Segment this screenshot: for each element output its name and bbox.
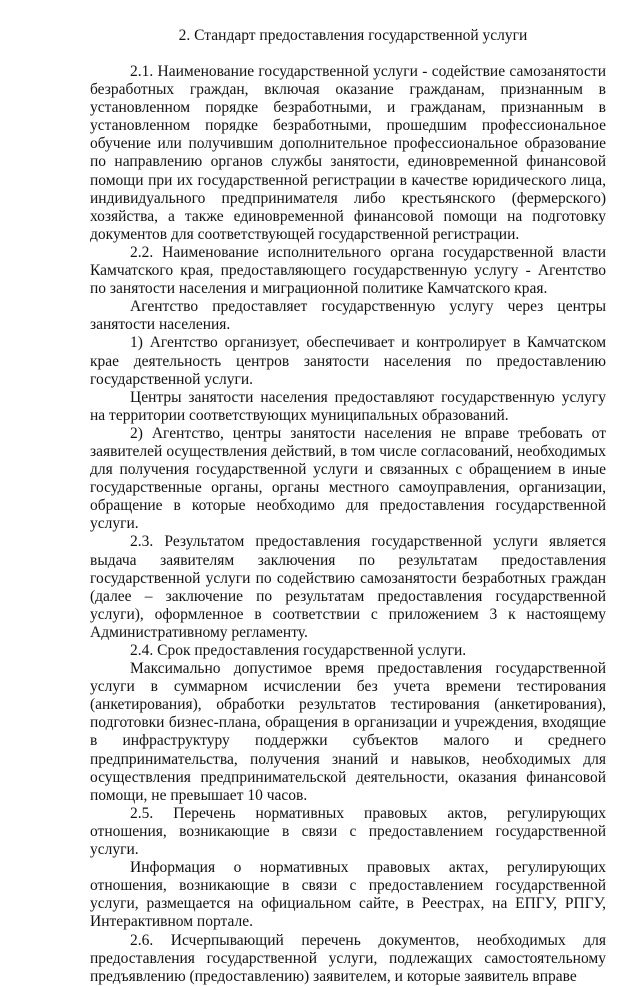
paragraph-2-4: 2.4. Срок предоставления государственной услуги. bbox=[130, 642, 467, 659]
paragraph-info: Информация о нормативных правовых актах, регулирующих отношения, возникающие в связи с предоставлением государственной услуги, размещается на официальном сайте, в Реестрах, на ЕПГУ, РПГУ, Интерактивном портале. bbox=[90, 859, 606, 931]
paragraph-2-1: 2.1. Наименование государственной услуги - содействие самозанятости безработных граждан, включая оказание гражданам, признанным в установленном порядке безработными, и гражданам, признанным в установленном порядке безработными, прошедшим профессиональное обучение или получившим дополнительное профессиональное образование по направлению органов службы занятости, единовременной финансовой помощи при их государственной регистрации в качестве юридического лица, индивидуального предпринимателя либо крестьянского (фермерского) хозяйства, а также единовременной финансовой помощи на подготовку документов для соответствующей государственной регистрации. bbox=[90, 63, 606, 243]
paragraph-agency: Агентство предоставляет государственную услугу через центры занятости населения. bbox=[90, 298, 606, 334]
paragraph-2-3: 2.3. Результатом предоставления государственной услуги является выдача заявителям заключения по результатам предоставления государственной услуги по содействию самозанятости безработных граждан (далее – заключение по результатам предоставления государственной услуги), оформленное в соответствии с приложением 3 к настоящему Административному регламенту. bbox=[90, 533, 606, 641]
paragraph-item-1: 1) Агентство организует, обеспечивает и контролирует в Камчатском крае деятельность центров занятости населения по предоставлению государственной услуги. bbox=[90, 334, 606, 388]
paragraph-2-6: 2.6. Исчерпывающий перечень документов, необходимых для предоставления государственной услуги, подлежащих самостоятельному предъявлению (предоставлению) заявителем, и которые заявитель вправе bbox=[90, 931, 606, 985]
paragraph-2-5: 2.5. Перечень нормативных правовых актов, регулирующих отношения, возникающие в связи с предоставлением государственной услуги. bbox=[90, 804, 606, 859]
paragraph-item-2: 2) Агентство, центры занятости населения не вправе требовать от заявителей осуществления действий, в том числе согласований, необходимых для получения государственной услуги и связанных с обращением в иные государственные органы, органы местного самоуправления, организации, обращение в которые необходимо для предоставления государственной услуги. bbox=[90, 424, 606, 533]
paragraph-2-2: 2.2. Наименование исполнительного органа государственной власти Камчатского края, предоставляющего государственную услугу - Агентство по занятости населения и миграционной политике Камчатского края. bbox=[90, 243, 606, 298]
section-heading: 2. Стандарт предоставления государственной услуги bbox=[178, 27, 528, 44]
paragraph-centers: Центры занятости населения предоставляют государственную услугу на территории соответствующих муниципальных образований. bbox=[90, 388, 606, 424]
paragraph-max-time: Максимально допустимое время предоставления государственной услуги в суммарном исчислении без учета времени тестирования (анкетирования), обработки результатов тестирования (анкетирования), подготовки бизнес-плана, обращения в организации и учреждения, входящие в инфраструктуру поддержки субъектов малого и среднего предпринимательства, получения знаний и навыков, необходимых для осуществления предпринимательской деятельности, оказания финансовой помощи, не превышает 10 часов. bbox=[90, 660, 606, 804]
